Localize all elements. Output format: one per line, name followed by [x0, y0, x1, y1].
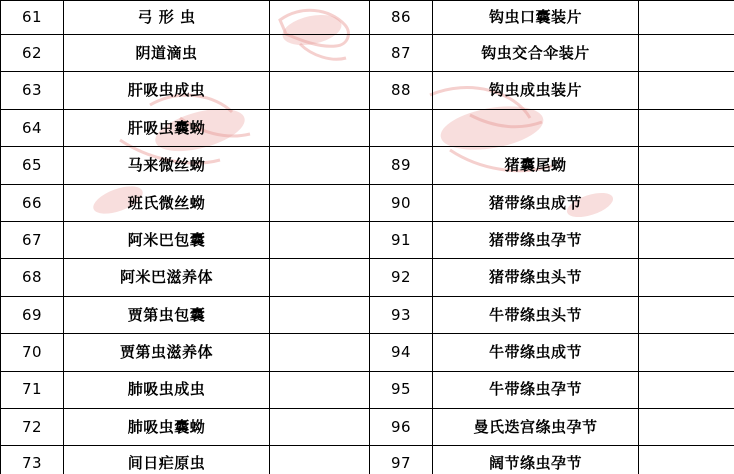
cell-right-number: 91 — [370, 221, 433, 258]
cell-right-number: 94 — [370, 334, 433, 371]
cell-right-mark[interactable] — [639, 1, 734, 35]
cell-left-name: 班氏微丝蚴 — [64, 184, 270, 221]
cell-right-name: 钩虫口囊装片 — [433, 1, 639, 35]
cell-right-name: 钩虫交合伞装片 — [433, 35, 639, 72]
table-row — [1, 446, 734, 474]
table-body — [1, 1, 734, 474]
cell-right-number: 90 — [370, 184, 433, 221]
cell-left-mark[interactable] — [270, 221, 370, 258]
table-row — [1, 35, 734, 72]
cell-right-name: 猪带绦虫头节 — [433, 259, 639, 296]
cell-left-number: 67 — [1, 221, 64, 258]
cell-left-name: 肺吸虫囊蚴 — [64, 408, 270, 445]
cell-left-number: 71 — [1, 371, 64, 408]
cell-right-name: 牛带绦虫成节 — [433, 334, 639, 371]
cell-left-number: 65 — [1, 147, 64, 184]
cell-left-number: 73 — [1, 446, 64, 474]
cell-right-number: 88 — [370, 72, 433, 109]
cell-left-mark[interactable] — [270, 408, 370, 445]
cell-left-name: 马来微丝蚴 — [64, 147, 270, 184]
cell-left-name: 间日疟原虫 — [64, 446, 270, 474]
cell-left-name: 阿米巴包囊 — [64, 221, 270, 258]
cell-left-number: 61 — [1, 1, 64, 35]
cell-left-mark[interactable] — [270, 35, 370, 72]
cell-left-number: 69 — [1, 296, 64, 333]
cell-left-mark[interactable] — [270, 259, 370, 296]
cell-right-number: 96 — [370, 408, 433, 445]
cell-right-mark[interactable] — [639, 334, 734, 371]
cell-right-mark[interactable] — [639, 296, 734, 333]
cell-right-number: 97 — [370, 446, 433, 474]
cell-right-name: 阔节绦虫孕节 — [433, 446, 639, 474]
table-row — [1, 259, 734, 296]
cell-right-number: 93 — [370, 296, 433, 333]
table-row — [1, 72, 734, 109]
cell-right-name: 钩虫成虫装片 — [433, 72, 639, 109]
table-row — [1, 371, 734, 408]
cell-right-number: 86 — [370, 1, 433, 35]
cell-left-name: 贾第虫包囊 — [64, 296, 270, 333]
cell-left-mark[interactable] — [270, 1, 370, 35]
cell-right-mark[interactable] — [639, 184, 734, 221]
cell-left-number: 68 — [1, 259, 64, 296]
cell-left-name: 阿米巴滋养体 — [64, 259, 270, 296]
cell-left-mark[interactable] — [270, 334, 370, 371]
cell-right-name: 牛带绦虫头节 — [433, 296, 639, 333]
cell-left-name: 肺吸虫成虫 — [64, 371, 270, 408]
cell-left-name: 贾第虫滋养体 — [64, 334, 270, 371]
table-row — [1, 109, 734, 146]
cell-left-name: 弓 形 虫 — [64, 1, 270, 35]
cell-left-mark[interactable] — [270, 109, 370, 146]
table-row — [1, 184, 734, 221]
table-row — [1, 296, 734, 333]
cell-right-name: 曼氏迭宫绦虫孕节 — [433, 408, 639, 445]
cell-right-number: 95 — [370, 371, 433, 408]
cell-right-mark[interactable] — [639, 147, 734, 184]
cell-left-number: 72 — [1, 408, 64, 445]
cell-right-mark[interactable] — [639, 109, 734, 146]
cell-left-number: 66 — [1, 184, 64, 221]
cell-right-name — [433, 109, 639, 146]
cell-right-mark[interactable] — [639, 35, 734, 72]
cell-left-name: 肝吸虫成虫 — [64, 72, 270, 109]
cell-left-mark[interactable] — [270, 184, 370, 221]
cell-right-name: 猪带绦虫孕节 — [433, 221, 639, 258]
cell-right-number: 89 — [370, 147, 433, 184]
cell-right-name: 牛带绦虫孕节 — [433, 371, 639, 408]
cell-right-mark[interactable] — [639, 221, 734, 258]
cell-left-number: 70 — [1, 334, 64, 371]
cell-left-mark[interactable] — [270, 72, 370, 109]
cell-right-mark[interactable] — [639, 259, 734, 296]
cell-right-number — [370, 109, 433, 146]
cell-left-mark[interactable] — [270, 446, 370, 474]
cell-right-number: 87 — [370, 35, 433, 72]
table-row — [1, 221, 734, 258]
table-row — [1, 147, 734, 184]
cell-right-name: 猪带绦虫成节 — [433, 184, 639, 221]
cell-right-number: 92 — [370, 259, 433, 296]
table-row — [1, 408, 734, 445]
table-row — [1, 334, 734, 371]
cell-left-mark[interactable] — [270, 371, 370, 408]
table-row — [1, 1, 734, 35]
cell-right-mark[interactable] — [639, 371, 734, 408]
cell-left-mark[interactable] — [270, 296, 370, 333]
cell-right-mark[interactable] — [639, 446, 734, 474]
cell-left-mark[interactable] — [270, 147, 370, 184]
cell-right-mark[interactable] — [639, 72, 734, 109]
cell-left-name: 肝吸虫囊蚴 — [64, 109, 270, 146]
cell-left-number: 64 — [1, 109, 64, 146]
cell-right-name: 猪囊尾蚴 — [433, 147, 639, 184]
cell-right-mark[interactable] — [639, 408, 734, 445]
cell-left-name: 阴道滴虫 — [64, 35, 270, 72]
cell-left-number: 62 — [1, 35, 64, 72]
cell-left-number: 63 — [1, 72, 64, 109]
